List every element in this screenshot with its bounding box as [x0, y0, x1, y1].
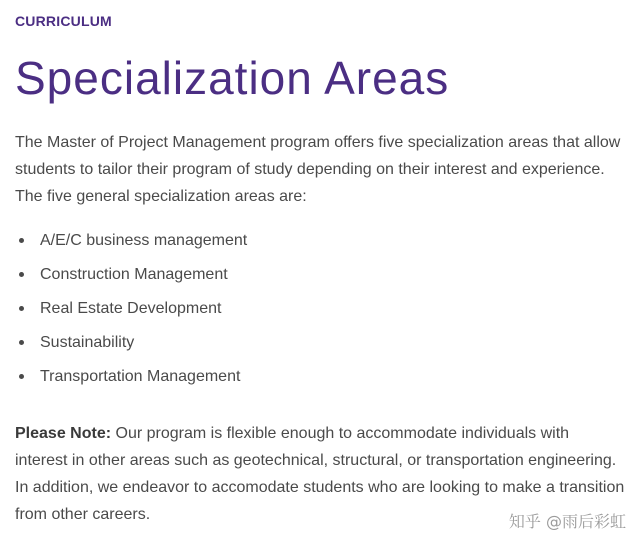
page-title: Specialization Areas — [15, 52, 450, 104]
list-item — [15, 294, 615, 328]
intro-paragraph: The Master of Project Management program offers five specialization areas that allow students to tailor their program of study depending on their interest and experience. The five general specialization areas are: — [15, 134, 621, 205]
section-eyebrow: CURRICULUM — [15, 13, 112, 29]
list-item — [15, 226, 615, 260]
bullet-icon — [19, 374, 24, 379]
note-label: Please Note: — [15, 425, 112, 442]
list-item-label: Construction Management — [40, 266, 228, 283]
specialization-list — [15, 226, 615, 396]
list-item-label: Sustainability — [40, 334, 135, 351]
list-item — [15, 260, 615, 294]
bullet-icon — [19, 238, 24, 243]
bullet-icon — [19, 306, 24, 311]
list-item — [15, 362, 615, 396]
list-item-label: A/E/C business management — [40, 232, 248, 249]
list-item — [15, 328, 615, 362]
bullet-icon — [19, 272, 24, 277]
bullet-icon — [19, 340, 24, 345]
note-text: Our program is flexible enough to accommodate individuals with interest in other areas such as geotechnical, structural, or transportation engineering. In addition, we endeavor to accomodate students who are looking to make a transition from other careers. — [15, 425, 625, 523]
list-item-label: Transportation Management — [40, 368, 241, 385]
watermark-text: 知乎 @雨后彩虹 — [508, 512, 626, 531]
list-item-label: Real Estate Development — [40, 300, 222, 317]
